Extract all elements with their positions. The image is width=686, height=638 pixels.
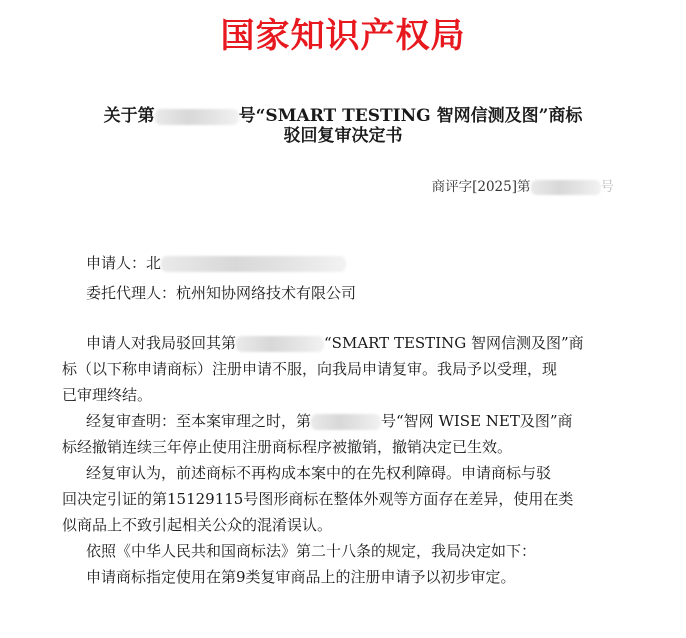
reference-number: 商评字[2025]第 号 — [431, 179, 614, 195]
redacted-applicant-name — [161, 256, 346, 272]
paragraph-4: 依照《中华人民共和国商标法》第二十八条的规定，我局决定如下： — [86, 542, 537, 560]
applicant-value: 北 — [146, 254, 162, 272]
paragraph-2: 经复审查明：至本案审理之时，第 号“智网 WISE NET及图”商 标经撤销连续三年停止使用注册商标程序被撤销，撤销决定已生效。 — [62, 412, 573, 456]
redacted-application-number — [155, 109, 239, 125]
agent-value: 杭州知协网络技术有限公司 — [176, 284, 357, 302]
decision-body — [62, 330, 611, 590]
applicant-row — [86, 248, 356, 278]
paragraph-1: 申请人对我局驳回其第 “SMART TESTING 智网信测及图”商 标（以下称申请商标）注册申请不服，向我局申请复审。我局予以受理，现 已审理终结。 — [62, 334, 584, 404]
redacted-cited-mark-number — [311, 414, 381, 430]
title-line-1: 关于第 号“SMART TESTING 智网信测及图”商标 — [103, 106, 583, 126]
redacted-reference-number — [531, 180, 601, 195]
org-title: 国家知识产权局 — [220, 16, 466, 56]
applicant-label: 申请人： — [86, 254, 147, 272]
redacted-mark-number — [236, 336, 324, 352]
agent-row — [86, 278, 356, 308]
paragraph-5: 申请商标指定使用在第9类复审商品上的注册申请予以初步审定。 — [86, 568, 516, 586]
agent-label: 委托代理人： — [86, 284, 177, 302]
parties-block — [86, 248, 356, 308]
title-line-2: 驳回复审决定书 — [283, 126, 403, 146]
decision-title — [0, 106, 686, 146]
paragraph-3: 经复审认为，前述商标不再构成本案中的在先权利障碍。申请商标与驳 回决定引证的第15129115号图形商标在整体外观等方面存在差异，使用在类 似商品上不致引起相关公众的混淆误认。 — [62, 464, 574, 534]
